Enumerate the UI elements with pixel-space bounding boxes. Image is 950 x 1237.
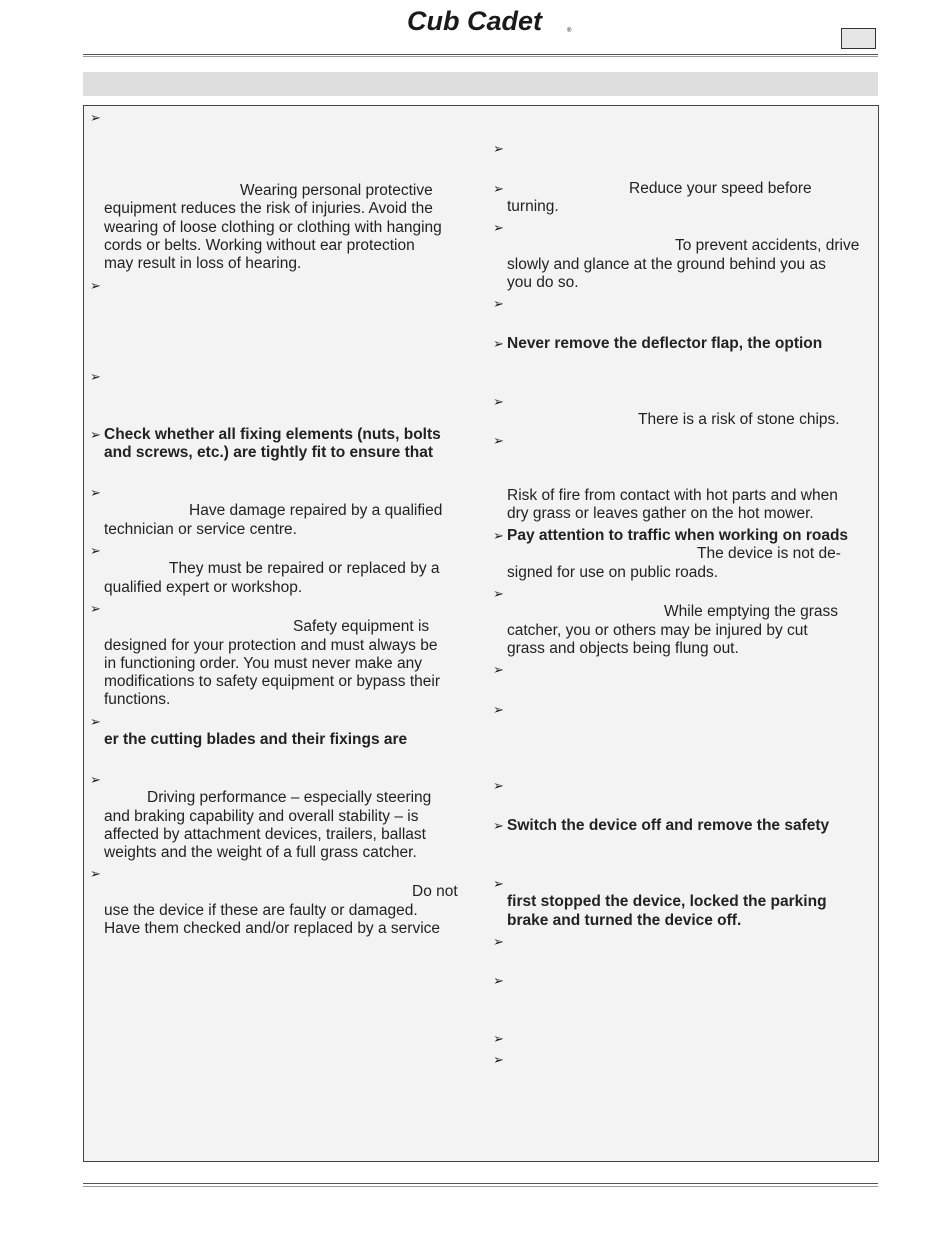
list-item [487,585,877,658]
bullet-arrow-icon: ➢ [90,866,101,881]
item-line: and screws, etc.) are tightly fit to ensure that [104,444,434,462]
item-line: in functioning order. You must never make any [104,654,422,672]
bullet-arrow-icon: ➢ [90,278,101,293]
item-line: you do so. [507,273,579,291]
list-item [84,713,466,750]
bullet-arrow-icon: ➢ [493,1031,504,1046]
list-item [84,484,466,539]
bullet-arrow-icon: ➢ [493,1052,504,1067]
svg-text:®: ® [567,28,572,34]
list-item [487,817,877,835]
list-item [487,219,877,292]
item-line: brake and turned the device off. [507,911,742,929]
list-item [487,875,877,930]
list-item [487,180,877,217]
list-item [487,335,877,353]
bullet-arrow-icon: ➢ [90,601,101,616]
bullet-arrow-icon: ➢ [493,433,504,448]
item-line: Safety equipment is [293,618,430,636]
list-item [487,527,877,582]
header-rule-secondary [83,56,878,57]
item-line: weights and the weight of a full grass catcher. [104,844,417,862]
bullet-arrow-icon: ➢ [493,336,504,351]
footer-rule [83,1183,878,1184]
list-item [84,600,466,710]
bullet-arrow-icon: ➢ [90,714,101,729]
bullet-arrow-icon: ➢ [90,110,101,125]
header-rule [83,54,878,55]
item-line: functions. [104,691,171,709]
item-line: affected by attachment devices, trailers, ballast [104,825,426,843]
item-line: modifications to safety equipment or bypass their [104,673,441,691]
item-line: cords or belts. Working without ear protection [104,237,415,255]
item-line: To prevent accidents, drive [675,237,860,255]
item-line: Do not [412,883,458,901]
item-line: wearing of loose clothing or clothing with hanging [104,218,442,236]
list-item [84,542,466,597]
item-line: qualified expert or workshop. [104,578,303,596]
footer-rule-secondary [83,1186,878,1187]
bullet-arrow-icon: ➢ [90,772,101,787]
item-line: and braking capability and overall stability – is [104,807,419,825]
item-line: The device is not de- [697,545,841,563]
item-line: Never remove the deflector flap, the option [507,335,823,352]
bullet-arrow-icon: ➢ [493,778,504,793]
page-number-box [841,28,876,49]
item-line: designed for your protection and must always be [104,636,438,654]
item-line: dry grass or leaves gather on the hot mower. [507,505,814,523]
item-line: Wearing personal protective [240,182,433,200]
bullet-arrow-icon: ➢ [493,702,504,717]
item-line: While emptying the grass [664,603,839,621]
list-item [487,393,877,430]
bullet-arrow-icon: ➢ [493,181,504,196]
list-item [84,771,466,862]
item-line: Driving performance – especially steering [147,789,432,807]
bullet-arrow-icon: ➢ [493,528,504,543]
list-item [84,426,466,463]
item-line: Reduce your speed before [629,180,812,197]
item-line: There is a risk of stone chips. [638,411,840,429]
item-line: They must be repaired or replaced by a [169,560,440,578]
item-line: turning. [507,198,559,216]
bullet-arrow-icon: ➢ [493,818,504,833]
bullet-arrow-icon: ➢ [493,296,504,311]
item-line: first stopped the device, locked the parking [507,893,827,911]
item-line: er the cutting blades and their fixings are [104,731,408,749]
bullet-arrow-icon: ➢ [493,662,504,677]
list-item [487,432,877,523]
item-line: Have damage repaired by a qualified [189,502,443,520]
bullet-arrow-icon: ➢ [493,934,504,949]
item-line: may result in loss of hearing. [104,255,302,273]
item-line: grass and objects being flung out. [507,639,739,657]
item-line: slowly and glance at the ground behind you as [507,255,826,273]
item-line: use the device if these are faulty or damaged. [104,901,418,919]
item-line: Risk of fire from contact with hot parts and when [507,486,838,504]
brand-text: Cub Cadet [407,6,542,36]
bullet-arrow-icon: ➢ [90,485,101,500]
bullet-arrow-icon: ➢ [493,586,504,601]
item-line: Have them checked and/or replaced by a service [104,919,441,937]
bullet-arrow-icon: ➢ [493,220,504,235]
section-title-bar [83,72,878,96]
bullet-arrow-icon: ➢ [493,394,504,409]
list-item [84,109,466,274]
item-line: technician or service centre. [104,520,297,538]
list-item [84,865,466,938]
safety-instructions-box [83,105,879,1162]
item-line: Check whether all fixing elements (nuts, bolts [104,426,441,443]
bullet-arrow-icon: ➢ [90,369,101,384]
bullet-arrow-icon: ➢ [493,973,504,988]
bullet-arrow-icon: ➢ [90,543,101,558]
item-line: Switch the device off and remove the safety [507,817,830,834]
cub-cadet-logo [395,4,585,38]
bullet-arrow-icon: ➢ [493,141,504,156]
item-line: Pay attention to traffic when working on roads [507,527,849,544]
bullet-arrow-icon: ➢ [90,427,101,442]
bullet-arrow-icon: ➢ [493,876,504,891]
item-line: signed for use on public roads. [507,563,719,581]
item-line: catcher, you or others may be injured by cut [507,621,808,639]
item-line: equipment reduces the risk of injuries. Avoid the [104,200,433,218]
